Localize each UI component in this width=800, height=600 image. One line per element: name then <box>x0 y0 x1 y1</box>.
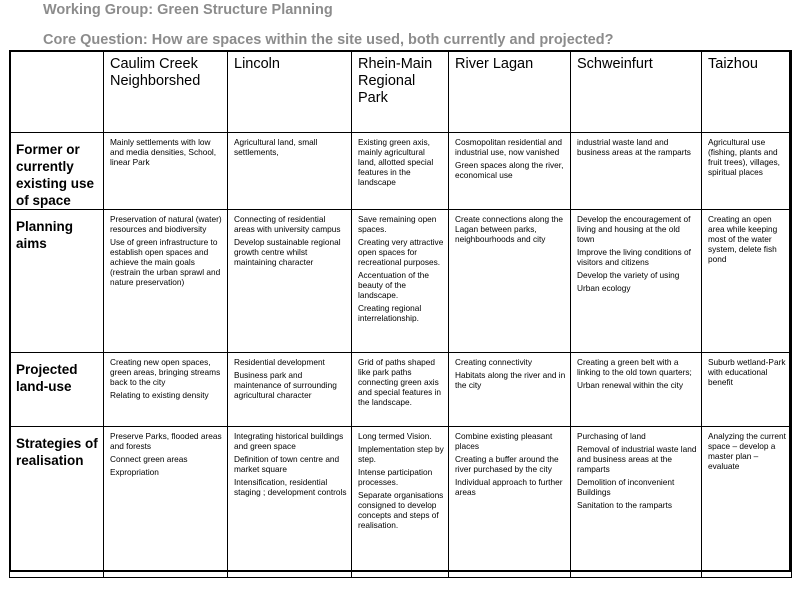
cell-text: Develop the encouragement of living and housing at the old town <box>577 214 691 244</box>
cell-text: Analyzing the current space – develop a master plan – evaluate <box>708 431 786 471</box>
cell-text: Expropriation <box>110 467 159 477</box>
cell-text: Creating connectivity <box>455 357 533 367</box>
cell-text: Creating a buffer around the river purchased by the city <box>455 454 559 474</box>
cell-text: Improve the living conditions of visitors and citizens <box>577 247 691 267</box>
cell-text: Connecting of residential areas with university campus <box>234 214 341 234</box>
cell-text: Suburb wetland-Park with educational benefit <box>708 357 786 387</box>
cell-text: Mainly settlements with low and media densities, School, linear Park <box>110 137 217 167</box>
cell-text: Implementation step by step. <box>358 444 444 464</box>
cell-text: Save remaining open spaces. <box>358 214 437 234</box>
cell-text: Develop sustainable regional growth centre whilst maintaining character <box>234 237 341 267</box>
cell-text: Connect green areas <box>110 454 188 464</box>
cell-text: Urban renewal within the city <box>577 380 684 390</box>
cell-text: Create connections along the Lagan between parks, neighbourhoods and city <box>455 214 563 244</box>
cell-text: Grid of paths shaped like park paths connecting green axis and special features in the landscape. <box>358 357 442 407</box>
cell-text: Intense participation processes. <box>358 467 433 487</box>
cell-text: Creating a green belt with a linking to the old town quarters; <box>577 357 692 377</box>
cell-text: Combine existing pleasant places <box>455 431 553 451</box>
table-outer-border <box>9 50 791 572</box>
column-header: Taizhou <box>702 51 792 133</box>
cell-text: Long termed Vision. <box>358 431 432 441</box>
cell-text: Business park and maintenance of surrounding agricultural character <box>234 370 337 400</box>
cell-text: Individual approach to further areas <box>455 477 563 497</box>
cell-text: Habitats along the river and in the city <box>455 370 566 390</box>
cell-text: Accentuation of the beauty of the landscape. <box>358 270 430 300</box>
page-title: Working Group: Green Structure Planning <box>43 2 333 18</box>
column-header: Caulim Creek Neighborshed <box>104 51 228 133</box>
cell-text: Sanitation to the ramparts <box>577 500 673 510</box>
cell-text: Relating to existing density <box>110 390 209 400</box>
column-header: Lincoln <box>228 51 352 133</box>
cell-text: Existing green axis, mainly agricultural land, allotted special features in the landscape <box>358 137 434 187</box>
cell-text: Preserve Parks, flooded areas and forests <box>110 431 222 451</box>
cell-text: Creating regional interrelationship. <box>358 303 422 323</box>
column-header: River Lagan <box>449 51 571 133</box>
cell-text: Develop the variety of using <box>577 270 680 280</box>
cell-text: Cosmopolitan residential and industrial use, now vanished <box>455 137 563 157</box>
cell-text: Separate organisations consigned to develop concepts and steps of realisation. <box>358 490 444 530</box>
cell-text: Residential development <box>234 357 325 367</box>
column-header: Schweinfurt <box>571 51 702 133</box>
cell-text: Urban ecology <box>577 283 631 293</box>
cell-text: Integrating historical buildings and green space <box>234 431 344 451</box>
cell-text: Agricultural use (fishing, plants and fruit trees), villages, spiritual places <box>708 137 780 177</box>
cell-text: Green spaces along the river, economical use <box>455 160 564 180</box>
cell-text: Preservation of natural (water) resources and biodiversity <box>110 214 222 234</box>
cell-text: Agricultural land, small settlements, <box>234 137 318 157</box>
cell-text: Removal of industrial waste land and business areas at the ramparts <box>577 444 697 474</box>
row-header: Former or currently existing use of space <box>10 133 104 210</box>
cell-text: Use of green infrastructure to establish open spaces and achieve the main goals (restrain the urban sprawl and nature preservation) <box>110 237 221 287</box>
cell-text: Creating new open spaces, green areas, bringing streams back to the city <box>110 357 221 387</box>
cell-text: Definition of town centre and market square <box>234 454 340 474</box>
cell-text: Creating an open area while keeping most of the water system, delete fish pond <box>708 214 778 264</box>
row-header: Projected land-use <box>10 353 104 427</box>
core-question: Core Question: How are spaces within the site used, both currently and projected? <box>43 32 614 48</box>
row-header: Planning aims <box>10 210 104 353</box>
column-header: Rhein-Main Regional Park <box>352 51 449 133</box>
cell-text: Creating very attractive open spaces for recreational purposes. <box>358 237 444 267</box>
cell-text: Intensification, residential staging ; development controls <box>234 477 347 497</box>
cell-text: industrial waste land and business areas at the ramparts <box>577 137 691 157</box>
row-header: Strategies of realisation <box>10 427 104 578</box>
cell-text: Demolition of inconvenient Buildings <box>577 477 675 497</box>
cell-text: Purchasing of land <box>577 431 646 441</box>
